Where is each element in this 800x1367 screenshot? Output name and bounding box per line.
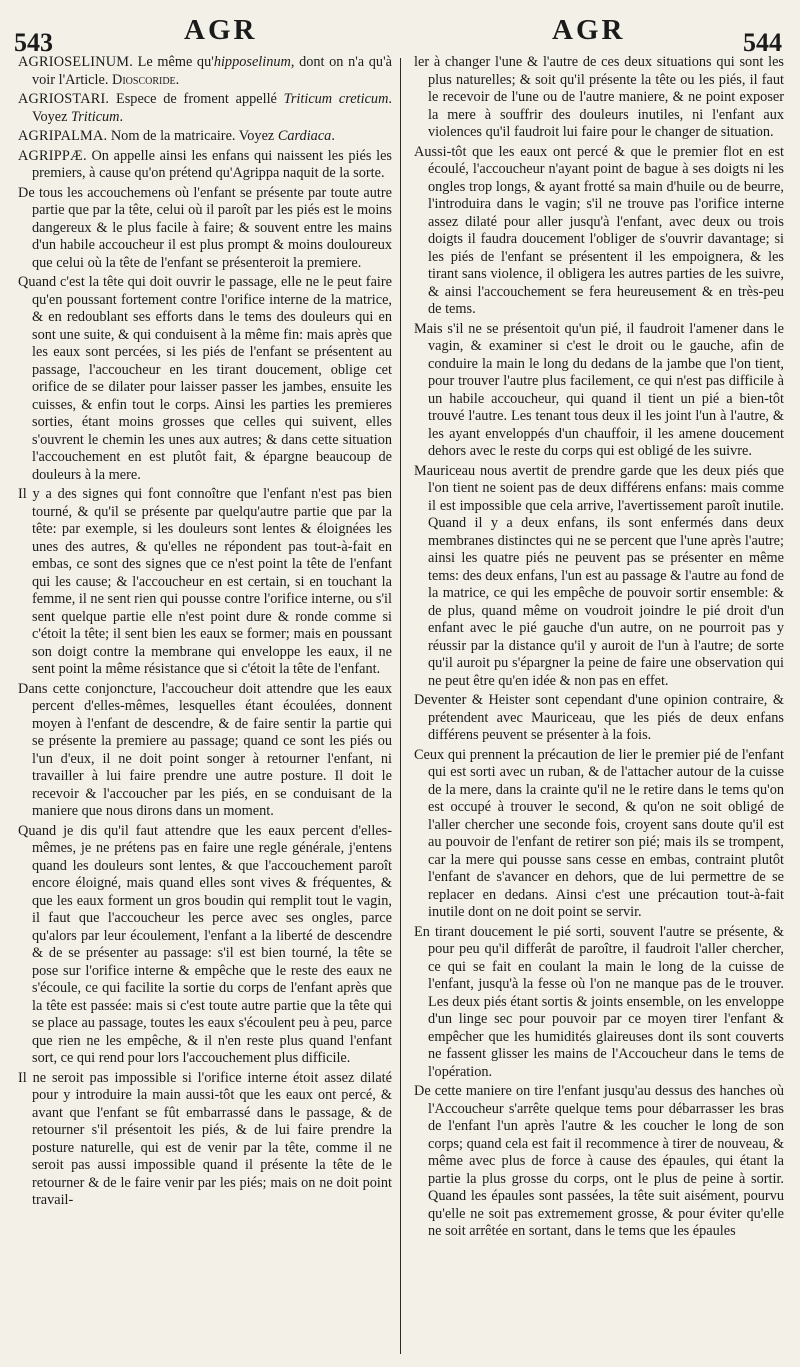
headword: AGRIPPÆ. bbox=[18, 147, 87, 164]
paragraph: Mais s'il ne se présentoit qu'un pié, il faudroit l'amener dans le vagin, & examiner si c'est le droit ou le gauche, afin de conduire la main le long du dedans de la jambe que l'on tient, pour trouver l'autre plus facilement, ce qui n'est pas difficile à un habile accoucheur, qui quand il tient un pié a bien-tôt trouvé l'autre. Les tenant tous deux il les joint l'un à l'autre, & les ayant enveloppés d'un chauffoir, il les amene doucement dehors avec le reste du corps qui est obligé de les suivre. bbox=[414, 320, 784, 459]
entry-text: . bbox=[331, 128, 335, 144]
paragraph: ler à changer l'une & l'autre de ces deux situations qui sont les plus naturelles; & soit qu'il présente la tête ou les piés, il faut le recevoir de l'une ou de l'autre maniere, & ne point exposer la mere à souffrir des douleurs inutiles, ni l'enfant aux violences qu'il faudroit lui faire pour le changer de situation. bbox=[414, 54, 784, 140]
paragraph: Mauriceau nous avertit de prendre garde que les deux piés que l'on tient ne soient pas de deux différens enfans: mais comme il est impossible que cela arrive, l'avertissement paroît inutile. Quand il y a deux enfans, ils sont enfermés dans deux membranes distinctes qui ne se percent que l'une après l'autre; ainsi les quatre piés ne peuvent pas se présenter en même tems: des deux enfans, l'un est au passage & l'autre au fond de la matrice, ce qui les empêche de pouvoir sortir ensemble: & de plus, quand même on voudroit joindre le pié droit d'un enfant avec le pié gauche d'un autre, on ne pourroit pas y réussir par la distance qu'il y auroit de l'un à l'autre; de sorte qu'il auroit pu s'épargner la peine de faire une observation qui ne peut être qu'en idée & non pas en effet. bbox=[414, 462, 784, 689]
entry-text: , dont on n'a qu'à voir l'Article. bbox=[32, 54, 393, 88]
entry-text: Espece de froment appellé bbox=[109, 91, 284, 107]
paragraph: De tous les accouchemens où l'enfant se présente par toute autre partie que par la tête, celui où il paroît par les piés est le moins dangereux & le plus facile à faire; & souvent entre les mains d'un habile accoucheur il est plus prompt & moins douloureux que celui où la tête de l'enfant se présenteroit la premiere. bbox=[18, 184, 392, 271]
paragraph: Il y a des signes qui font connoître que l'enfant n'est pas bien tourné, & qu'il se présente par quelqu'autre partie que par la tête: par exemple, si les douleurs sont lentes & éloignées les unes des autres, & qu'elles ne répondent pas tout-à-fait en embas, ce sont des signes que ce n'est point la tête de l'enfant qui les cause; & l'accoucheur en est certain, si en touchant la femme, il ne sent rien qui pousse contre l'orifice interne, ou s'il sent quelque partie elle n'est point dure & ronde comme si c'étoit la tête; il sent bien les eaux se former; mais en poussant son doigt contre la membrane qui enveloppe les eaux, il ne sent point la même résistance que si c'étoit la tête de l'enfant. bbox=[18, 486, 392, 677]
paragraph: De cette maniere on tire l'enfant jusqu'au dessus des hanches où l'Accoucheur s'arrête quelque tems pour débarrasser les bras de l'enfant l'un après l'autre & les coucher le long de son corps; quand cela est fait il recommence à tirer de nouveau, & même avec plus de force à cause des épaules, qui étant la partie la plus grosse du corps, ont le plus de peine à sortir. Quand les épaules sont passées, la tête suit aisément, pourvu qu'elle ne soit pas extremement grosse, & pour éviter qu'elle ne soit arrêtée en sortant, dans le tems que les épaules bbox=[414, 1083, 784, 1239]
entry-italic: Triticum creticum bbox=[283, 91, 389, 107]
paragraph: En tirant doucement le pié sorti, souvent l'autre se présente, & pour peu qu'il differât de paroître, il faudroit l'aller chercher, ce qui se fait en coulant la main le long de la cuisse de l'enfant, jusqu'à la fesse où l'on ne manque pas de le trouver. Les deux piés étant sortis & joints ensemble, on les enveloppe d'un linge sec pour pouvoir par ce moyen tirer l'enfant & empêcher que les humidités glaireuses dont ils sont couverts ne fassent glisser les mains de l'Accoucheur dans le tems de l'opération. bbox=[414, 923, 784, 1080]
entry-agrippae bbox=[18, 148, 392, 183]
left-column bbox=[18, 54, 392, 1212]
column-divider bbox=[400, 58, 401, 1354]
left-page-number: 543 bbox=[14, 28, 53, 57]
paragraph: Ceux qui prennent la précaution de lier le premier pié de l'enfant qui est sorti avec un ruban, & de l'attacher autour de la cuisse de la mere, dans la crainte qu'il ne le retire dans le tems qu'on est occupé à trouver le second, & qu'on ne soit obligé de l'aller chercher une seconde fois, croyent sans doute qu'il est au pouvoir de l'enfant de retirer son pié; mais ils se trompent, car la mere qui pousse sans cesse en embas, contraint plutôt l'enfant de s'avancer en dehors, que de lui permettre de se replacer en dedans. Ainsi c'est une précaution tout-à-fait inutile dont on ne doit point se servir. bbox=[414, 746, 784, 920]
entry-italic: hipposelinum bbox=[213, 54, 291, 70]
paragraph: Il ne seroit pas impossible si l'orifice interne étoit assez dilaté pour y introduire la main aussi-tôt que les eaux ont percé, & avant que l'enfant se fût embarrassé dans le passage, & de retourner s'il présentoit les piés, & de lui faire prendre la posture naturelle, qui est de venir par la tête, comme il ne seroit pas aussi impossible quand il présente la tête de le retourner & de le faire venir par les piés; mais on ne doit point travail- bbox=[18, 1069, 392, 1208]
entry-agripalma bbox=[18, 128, 392, 146]
paragraph: Quand je dis qu'il faut attendre que les eaux percent d'elles-mêmes, je ne prétens pas en faire une regle générale, j'entens quand les douleurs sont lentes, & que l'accouchement paroît encore éloigné, mais quand elles sont vives & fréquentes, & que les eaux forment un gros boudin qui remplit tout le vagin, il faut que l'accoucheur les perce avec ses ongles, parce qu'alors par leur écoulement, l'enfant a la liberté de descendre & de se présenter au passage: s'il est bien tourné, la tête se pose sur l'orifice interne & empêche que le reste des eaux ne s'écoule, ce qui facilite la sortie du corps de l'enfant après que la tête est passée: mais si c'est toute autre partie que la tête qui se place au passage, toutes les eaux s'écoulent peu à peu, parce que rien ne les empêche, & il n'en reste plus quand l'enfant sort, ce qui rend pour lors l'accouchement plus difficile. bbox=[18, 822, 392, 1066]
entry-text: . bbox=[119, 108, 124, 125]
source-citation: Dioscoride. bbox=[112, 71, 180, 88]
entry-agrioselinum bbox=[18, 54, 392, 89]
entry-text: On appelle ainsi les enfans qui naissent les piés les premiers, à cause qu'on prétend qu'Agrippa naquit de la sorte. bbox=[32, 147, 392, 181]
entry-agriostari bbox=[18, 91, 392, 126]
entry-italic: Cardiaca bbox=[277, 128, 332, 144]
paragraph: Dans cette conjoncture, l'accoucheur doit attendre que les eaux percent d'elles-mêmes, lesquelles étant écoulées, donnent moyen à l'enfant de descendre, & de faire sentir la partie qui se présente la premiere au passage; quand ce sont les piés ou l'un d'eux, il ne doit point songer à retourner l'enfant, ni travailler à lui faire prendre une autre posture. Il doit le recevoir & l'accoucher par les piés, en se conduisant de la maniere que nous dirons dans un moment. bbox=[18, 680, 392, 819]
entry-text: Le même qu' bbox=[133, 54, 214, 70]
right-running-head: AGR bbox=[552, 14, 626, 46]
right-column bbox=[414, 54, 784, 1243]
entry-italic: Triticum bbox=[71, 108, 120, 125]
entry-text: . Voyez bbox=[32, 91, 392, 125]
left-running-head: AGR bbox=[184, 14, 258, 46]
paragraph: Aussi-tôt que les eaux ont percé & que le premier flot en est écoulé, l'accoucheur n'ayant point de bague à ses doigts ni les ongles trop longs, & ayant frotté sa main d'huile ou de beurre, l'introduira dans le vagin; s'il ne trouve pas l'orifice interne assez dilaté pour aller jusqu'à l'enfant, avec deux ou trois doigts il faudra doucement l'obliger de s'ouvrir davantage; si les piés de l'enfant se présentent il les empoignera, & les tirant sans violence, il obligera les autres parties de les suivre, & ainsi l'accouchement se fera heureusement & en très-peu de tems. bbox=[414, 143, 784, 317]
right-page-number: 544 bbox=[743, 28, 782, 57]
headword: AGRIOSELINUM. bbox=[18, 54, 133, 70]
headword: AGRIOSTARI. bbox=[18, 91, 110, 107]
entry-text: Nom de la matricaire. Voyez bbox=[107, 128, 278, 144]
paragraph: Deventer & Heister sont cependant d'une opinion contraire, & prétendent avec Mauriceau, que les piés de deux enfans différens peuvent se présenter à la fois. bbox=[414, 692, 784, 743]
headword: AGRIPALMA. bbox=[18, 128, 108, 144]
paragraph: Quand c'est la tête qui doit ouvrir le passage, elle ne le peut faire qu'en poussant fortement contre l'orifice interne de la matrice, & en redoublant ses efforts dans le tems des douleurs qui en sont une suite, & qui conduisent à la même fin: mais après que les eaux sont percées, si les piés de l'enfant se présentent au passage, l'accoucheur en les tirant doucement, oblige cet orifice de se dilater pour laisser passer les jambes, ensuite les cuisses, & enfin tout le corps. Ainsi les parties les premieres sorties, étant moins grosses que celles qui suivent, elles s'ouvrent le chemin les unes aux autres; & dans cette situation l'accouchement en est plutôt fait, & épargne beaucoup de douleurs à la mere. bbox=[18, 274, 392, 483]
